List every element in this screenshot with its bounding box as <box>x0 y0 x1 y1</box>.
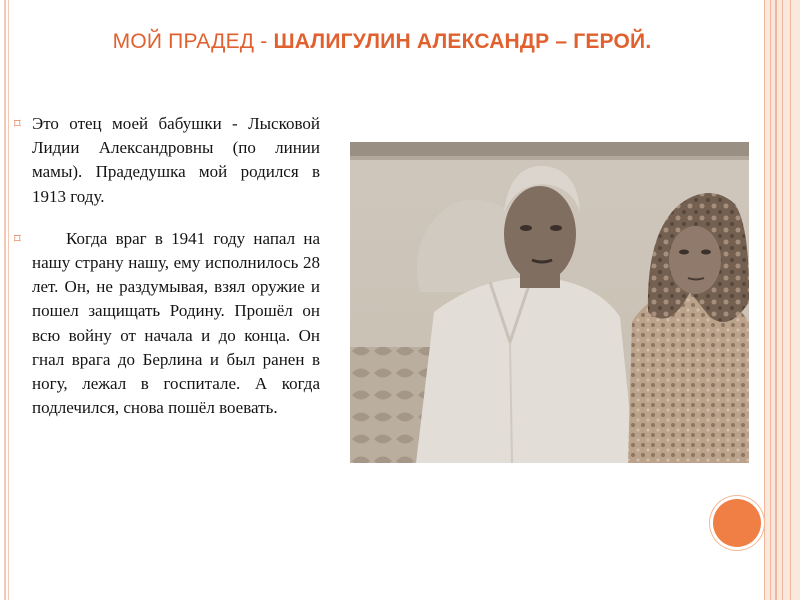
paragraph-1: Это отец моей бабушки - Лысковой Лидии Александровны (по линии мамы). Прадедушка мой родился в 1913 году. <box>32 114 320 206</box>
band-stripe <box>770 0 771 600</box>
band-stripe <box>775 0 777 600</box>
slide-title <box>0 30 764 54</box>
bullet-icon: ⌑ <box>14 116 21 131</box>
left-accent-line-thin <box>8 0 9 600</box>
bullet-item <box>14 112 320 209</box>
family-photo <box>350 142 749 463</box>
paragraph-2: Когда враг в 1941 году напал на нашу страну нашу, ему исполнилось 28 лет. Он, не раздумывая, взял оружие и пошел защищать Родину. Прошёл он всю войну от начала и до конца. Он гнал врага до Берлина и был ранен в ногу, лежал в госпитале. А когда подлечился, снова пошёл воевать. <box>32 228 320 418</box>
bullet-icon: ⌑ <box>14 230 21 246</box>
band-stripe <box>782 0 783 600</box>
decorative-circle <box>713 499 761 547</box>
text-content <box>14 112 320 438</box>
photo-illustration <box>350 142 749 463</box>
left-accent-line <box>4 0 6 600</box>
title-regular: МОЙ ПРАДЕД - <box>112 30 274 53</box>
title-bold: ШАЛИГУЛИН АЛЕКСАНДР – ГЕРОЙ. <box>273 30 652 53</box>
band-stripe <box>790 0 791 600</box>
bullet-item <box>14 227 320 421</box>
